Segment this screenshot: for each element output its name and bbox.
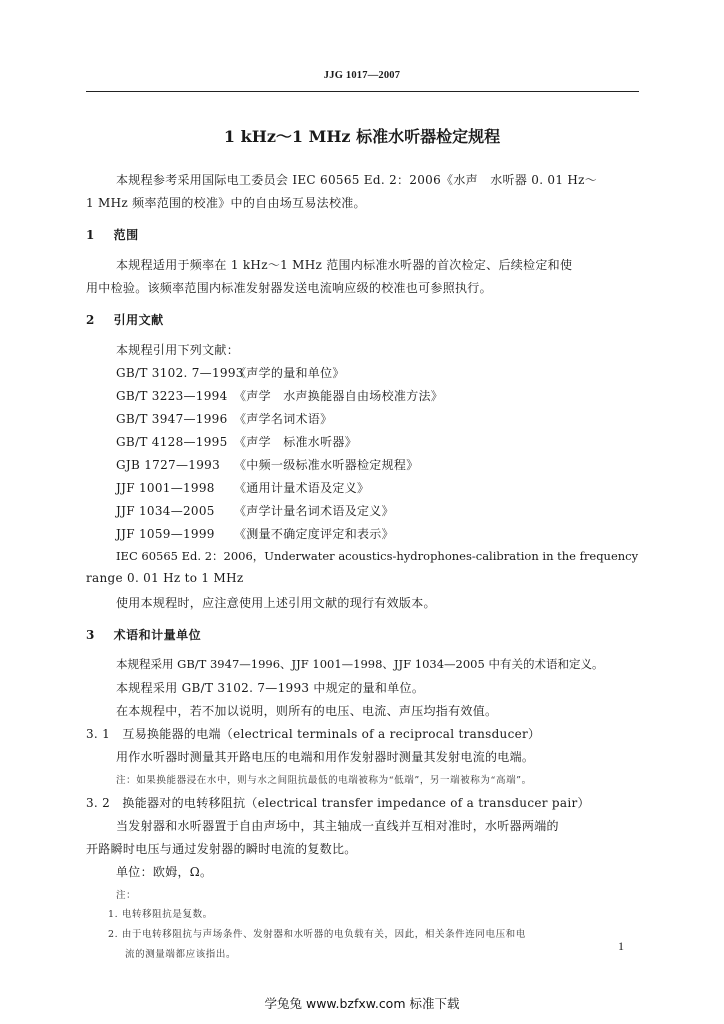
reference-title: 《声学的量和单位》 bbox=[234, 366, 345, 380]
reference-title: 《中频一级标准水听器检定规程》 bbox=[234, 458, 419, 472]
document-title: 1 kHz～1 MHz 标准水听器检定规程 bbox=[223, 127, 501, 146]
reference-item bbox=[116, 502, 394, 519]
reference-code: JJF 1001—1998 bbox=[116, 481, 215, 495]
reference-title: 《声学 标准水听器》 bbox=[234, 435, 358, 449]
section-3-para-1: 本规程采用 GB/T 3947—1996、JJF 1001—1998、JJF 1034—2005 中有关的术语和定义。 bbox=[116, 657, 604, 671]
page-number: 1 bbox=[618, 939, 624, 953]
section-1-title: 范围 bbox=[113, 228, 139, 242]
reference-code: GB/T 3947—1996 bbox=[116, 412, 228, 426]
reference-item bbox=[116, 525, 394, 542]
notes-label: 注： bbox=[116, 890, 137, 901]
section-2-title: 引用文献 bbox=[113, 313, 164, 327]
section-3-para-2: 本规程采用 GB/T 3102. 7—1993 中规定的量和单位。 bbox=[116, 681, 425, 695]
term-3-1-title: 3. 1 互易换能器的电端（electrical terminals of a reciprocal transducer） bbox=[86, 727, 541, 741]
term-3-1-definition: 用作水听器时测量其开路电压的电端和用作发射器时测量其发射电流的电端。 bbox=[116, 750, 535, 764]
watermark-footer: 学兔兔 www.bzfxw.com 标准下载 bbox=[264, 996, 460, 1011]
term-3-1-note: 注：如果换能器浸在水中，则与水之间阻抗最低的电端被称为“低端”，另一端被称为“高端”。 bbox=[116, 775, 532, 786]
term-3-2-unit: 单位：欧姆，Ω。 bbox=[116, 865, 213, 879]
section-3-number: 3 bbox=[86, 628, 95, 642]
note-1: 1. 电转移阻抗是复数。 bbox=[108, 909, 213, 920]
reference-code: GB/T 3223—1994 bbox=[116, 389, 228, 403]
section-2-number: 2 bbox=[86, 313, 95, 327]
reference-title: 《声学计量名词术语及定义》 bbox=[234, 504, 394, 518]
intro-line-2: 1 MHz 频率范围的校准》中的自由场互易法校准。 bbox=[86, 196, 366, 210]
section-2-heading bbox=[86, 311, 164, 328]
reference-item bbox=[116, 479, 369, 496]
reference-code: GB/T 3102. 7—1993 bbox=[116, 366, 244, 380]
reference-item bbox=[116, 387, 443, 404]
section-1-number: 1 bbox=[86, 228, 95, 242]
term-3-2-definition-line-1: 当发射器和水听器置于自由声场中，其主轴成一直线并互相对准时，水听器两端的 bbox=[116, 819, 559, 833]
reference-code: JJF 1059—1999 bbox=[116, 527, 215, 541]
note-2-line-2: 流的测量端都应该指出。 bbox=[125, 949, 237, 960]
reference-code: JJF 1034—2005 bbox=[116, 504, 215, 518]
reference-code: GJB 1727—1993 bbox=[116, 458, 221, 472]
section-1-line-2: 用中检验。该频率范围内标准发射器发送电流响应级的校准也可参照执行。 bbox=[86, 281, 492, 295]
reference-title: 《声学名词术语》 bbox=[234, 412, 333, 426]
reference-title: 《声学 水声换能器自由场校准方法》 bbox=[234, 389, 444, 403]
reference-item bbox=[116, 433, 357, 450]
section-3-heading bbox=[86, 626, 201, 643]
reference-title: 《通用计量术语及定义》 bbox=[234, 481, 370, 495]
term-3-2-definition-line-2: 开路瞬时电压与通过发射器的瞬时电流的复数比。 bbox=[86, 842, 357, 856]
reference-title: 《测量不确定度评定和表示》 bbox=[234, 527, 394, 541]
header-divider bbox=[86, 91, 639, 92]
section-1-heading bbox=[86, 226, 139, 243]
section-1-line-1: 本规程适用于频率在 1 kHz～1 MHz 范围内标准水听器的首次检定、后续检定和使 bbox=[116, 258, 573, 272]
references-closing: 使用本规程时，应注意使用上述引用文献的现行有效版本。 bbox=[116, 596, 436, 610]
note-2-line-1: 2. 由于电转移阻抗与声场条件、发射器和水听器的电负载有关，因此，相关条件连同电压和电 bbox=[108, 929, 526, 940]
document-header-code: JJG 1017—2007 bbox=[323, 70, 401, 81]
references-lead: 本规程引用下列文献： bbox=[116, 343, 240, 357]
reference-item bbox=[116, 410, 332, 427]
reference-item bbox=[116, 364, 345, 381]
iec-reference-line-1: IEC 60565 Ed. 2：2006，Underwater acoustics-hydrophones-calibration in the frequency bbox=[116, 549, 639, 563]
term-3-2-title: 3. 2 换能器对的电转移阻抗（electrical transfer impedance of a transducer pair） bbox=[86, 796, 590, 810]
iec-reference-line-2: range 0. 01 Hz to 1 MHz bbox=[86, 571, 244, 585]
section-3-para-3: 在本规程中，若不加以说明，则所有的电压、电流、声压均指有效值。 bbox=[116, 704, 498, 718]
section-3-title: 术语和计量单位 bbox=[113, 628, 202, 642]
reference-code: GB/T 4128—1995 bbox=[116, 435, 228, 449]
reference-item bbox=[116, 456, 419, 473]
intro-line-1: 本规程参考采用国际电工委员会 IEC 60565 Ed. 2：2006《水声 水听器 0. 01 Hz～ bbox=[116, 173, 598, 187]
